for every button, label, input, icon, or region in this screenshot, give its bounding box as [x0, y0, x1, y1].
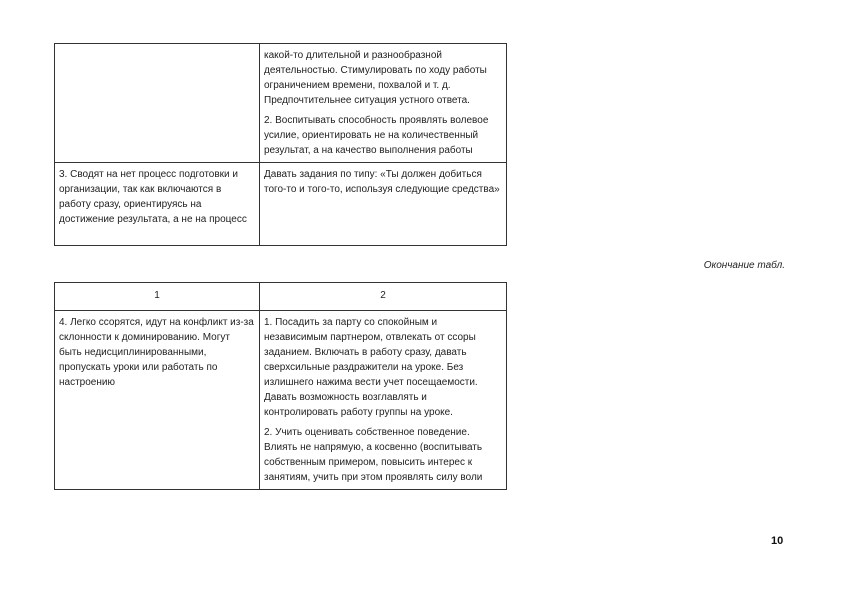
header-col2: 2	[260, 283, 507, 311]
cell-row1-col1	[55, 44, 260, 163]
table-bottom	[54, 282, 507, 490]
table-header-row	[55, 283, 507, 311]
cell-paragraph: Давать задания по типу: «Ты должен добиться того-то и того-то, используя следующие средства»	[264, 169, 500, 195]
table-row	[55, 163, 507, 246]
cell-row2-col2	[260, 163, 507, 246]
cell-paragraph: 2. Учить оценивать собственное поведение. Влиять не напрямую, а косвенно (воспитывать собственным примером, повысить интерес к занятиям, учить при этом проявлять силу воли	[264, 427, 483, 483]
cell-row1-col2	[260, 311, 507, 490]
cell-row1-col2	[260, 44, 507, 163]
page-number: 10	[771, 535, 784, 547]
table-row	[55, 311, 507, 490]
cell-paragraph: 2. Воспитывать способность проявлять волевое усилие, ориентировать не на количественный результат, а на качество выполнения работы	[264, 115, 489, 156]
table-continuation-label: Окончание табл.	[703, 260, 785, 271]
cell-row2-col1: 3. Сводят на нет процесс подготовки и организации, так как включаются в работу сразу, ориентируясь на достижение результата, а не на процесс	[55, 163, 260, 246]
cell-paragraph: 1. Посадить за парту со спокойным и независимым партнером, отвлекать от ссоры заданием. Включать в работу сразу, давать сверхсильные раздражители на уроке. Без излишнего нажима вести учет посещаемости. Давать возможность возглавлять и контролировать работу группы на уроке.	[264, 317, 478, 418]
cell-row1-col1: 4. Легко ссорятся, идут на конфликт из-за склонности к доминированию. Могут быть недисциплинированными, пропускать уроки или работать по настроению	[55, 311, 260, 490]
table-row	[55, 44, 507, 163]
header-col1: 1	[55, 283, 260, 311]
cell-paragraph: какой-то длительной и разнообразной деятельностью. Стимулировать по ходу работы ограничением времени, похвалой и т. д. Предпочтительнее ситуация устного ответа.	[264, 50, 487, 106]
table-top	[54, 43, 507, 246]
